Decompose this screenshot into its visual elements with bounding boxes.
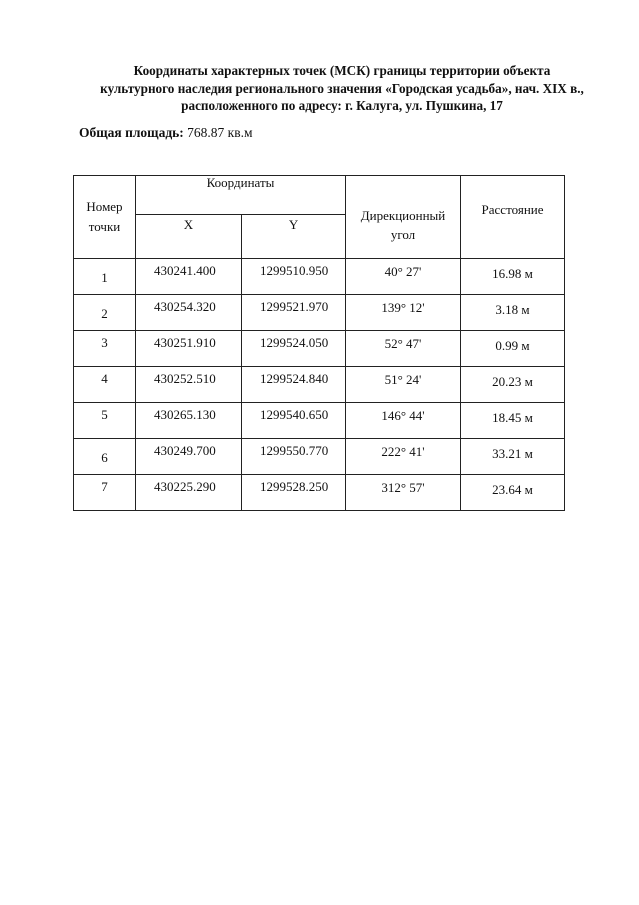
x-value: 430251.910 [154,335,216,350]
cell-point-number [74,439,136,475]
header-point-line2: точки [88,219,121,234]
cell-distance [461,403,565,439]
cell-x [136,331,242,367]
cell-y [242,259,346,295]
table-row [74,403,565,439]
cell-distance [461,475,565,511]
cell-x [136,259,242,295]
cell-x [136,295,242,331]
title-line-3: расположенного по адресу: г. Калуга, ул. Пушкина, 17 [181,98,503,113]
total-area [79,125,253,141]
header-direction-angle [346,176,461,259]
angle-value: 40° 27' [384,264,422,279]
header-x [136,215,242,259]
x-value: 430249.700 [154,443,216,458]
distance-value: 20.23 м [492,374,533,389]
cell-y [242,475,346,511]
header-y [242,215,346,259]
cell-y [242,331,346,367]
cell-x [136,403,242,439]
y-value: 1299540.650 [260,407,329,422]
point-number: 3 [101,335,108,350]
cell-y [242,403,346,439]
y-value: 1299524.840 [260,371,329,386]
cell-angle [346,403,461,439]
table-row [74,331,565,367]
x-value: 430225.290 [154,479,216,494]
angle-value: 222° 41' [381,444,425,459]
y-value: 1299524.050 [260,335,329,350]
distance-value: 23.64 м [492,482,533,497]
table-header-row [74,176,565,215]
angle-value: 146° 44' [381,408,425,423]
distance-value: 16.98 м [492,266,533,281]
x-value: 430241.400 [154,263,216,278]
header-distance [461,176,565,259]
y-value: 1299521.970 [260,299,329,314]
cell-x [136,367,242,403]
cell-point-number [74,259,136,295]
cell-angle [346,259,461,295]
header-x-label: X [183,217,194,232]
cell-angle [346,439,461,475]
x-value: 430254.320 [154,299,216,314]
cell-point-number [74,331,136,367]
cell-y [242,439,346,475]
cell-point-number [74,367,136,403]
distance-value: 18.45 м [492,410,533,425]
point-number: 7 [101,479,108,494]
y-value: 1299550.770 [260,443,329,458]
header-angle-line1: Дирекционный [360,208,446,223]
cell-angle [346,475,461,511]
cell-distance [461,259,565,295]
distance-value: 3.18 м [495,302,530,317]
header-distance-label: Расстояние [481,202,544,217]
point-number: 1 [101,270,108,285]
table-row [74,259,565,295]
header-point-line1: Номер [86,199,123,214]
table-row [74,295,565,331]
cell-distance [461,439,565,475]
header-coordinates [136,176,346,215]
point-number: 6 [101,450,108,465]
total-area-label: Общая площадь: [79,125,184,140]
cell-angle [346,367,461,403]
angle-value: 51° 24' [384,372,422,387]
cell-point-number [74,475,136,511]
point-number: 2 [101,306,108,321]
cell-distance [461,295,565,331]
title-line-1: Координаты характерных точек (МСК) границы территории объекта [133,63,551,78]
angle-value: 139° 12' [381,300,425,315]
document-title [72,62,612,115]
cell-point-number [74,295,136,331]
cell-y [242,295,346,331]
table-row [74,439,565,475]
cell-y [242,367,346,403]
header-coordinates-label: Координаты [206,175,275,190]
table-row [74,367,565,403]
distance-value: 0.99 м [495,338,530,353]
table-row [74,475,565,511]
x-value: 430265.130 [154,407,216,422]
x-value: 430252.510 [154,371,216,386]
title-line-2: культурного наследия регионального значения «Городская усадьба», нач. XIX в., [100,80,584,96]
cell-distance [461,331,565,367]
point-number: 5 [101,407,108,422]
total-area-value: 768.87 кв.м [187,125,253,140]
header-y-label: Y [288,217,299,232]
point-number: 4 [101,371,108,386]
cell-angle [346,331,461,367]
cell-distance [461,367,565,403]
distance-value: 33.21 м [492,446,533,461]
header-angle-line2: угол [390,227,416,242]
angle-value: 52° 47' [384,336,422,351]
header-point-number [74,176,136,259]
y-value: 1299510.950 [260,263,329,278]
cell-x [136,439,242,475]
y-value: 1299528.250 [260,479,329,494]
coordinates-table [73,175,565,511]
angle-value: 312° 57' [381,480,425,495]
cell-point-number [74,403,136,439]
cell-angle [346,295,461,331]
cell-x [136,475,242,511]
